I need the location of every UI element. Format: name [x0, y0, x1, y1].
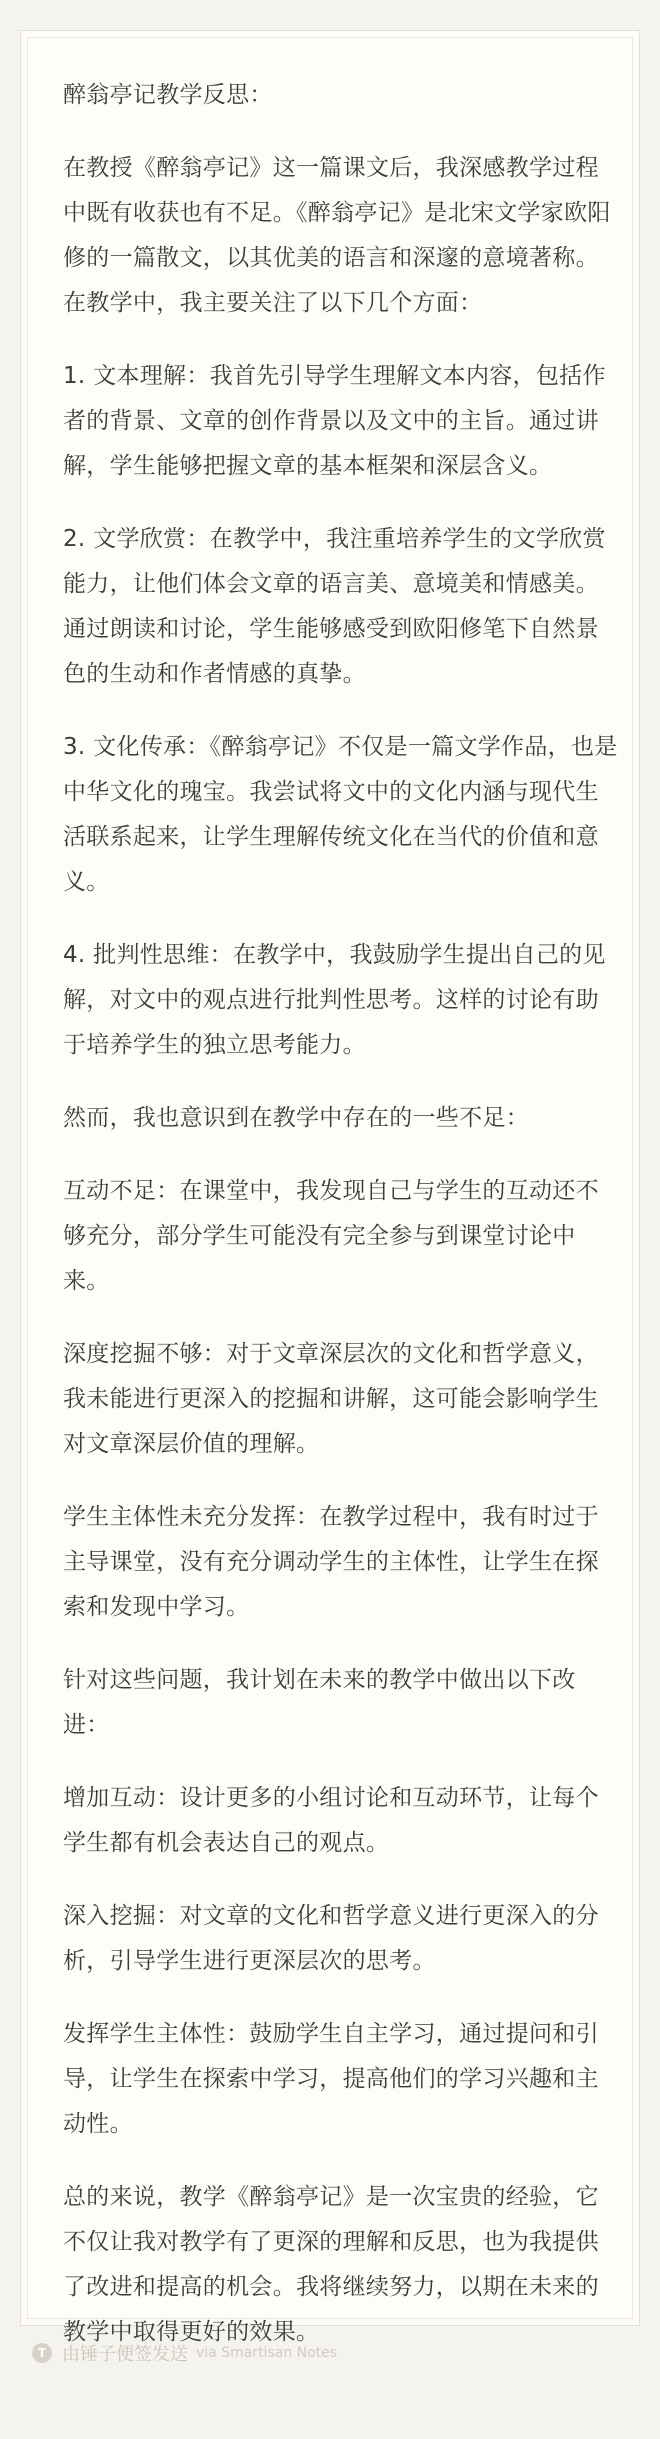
note-title: 醉翁亭记教学反思：	[63, 82, 273, 108]
note-paragraph-shortcoming-3: 学生主体性未充分发挥：在教学过程中，我有时过于主导课堂，没有充分调动学生的主体性，让学生在探索和发现中学习。	[63, 1504, 599, 1620]
note-paragraph-point-3: 3. 文化传承：《醉翁亭记》不仅是一篇文学作品，也是中华文化的瑰宝。我尝试将文中的文化内涵与现代生活联系起来，让学生理解传统文化在当代的价值和意义。	[63, 734, 618, 895]
note-paragraph-point-2: 2. 文学欣赏：在教学中，我注重培养学生的文学欣赏能力，让他们体会文章的语言美、意境美和情感美。通过朗读和讨论，学生能够感受到欧阳修笔下自然景色的生动和作者情感的真挚。	[63, 526, 606, 687]
note-paragraph-shortcomings-heading: 然而，我也意识到在教学中存在的一些不足：	[63, 1105, 529, 1131]
note-sheet	[20, 30, 640, 2345]
note-paragraph-point-4: 4. 批判性思维：在教学中，我鼓励学生提出自己的见解，对文中的观点进行批判性思考。这样的讨论有助于培养学生的独立思考能力。	[63, 942, 606, 1058]
note-paragraph-point-1: 1. 文本理解：我首先引导学生理解文本内容，包括作者的背景、文章的创作背景以及文中的主旨。通过讲解，学生能够把握文章的基本框架和深层含义。	[63, 363, 606, 479]
note-paragraph-conclusion: 总的来说，教学《醉翁亭记》是一次宝贵的经验，它不仅让我对教学有了更深的理解和反思，也为我提供了改进和提高的机会。我将继续努力，以期在未来的教学中取得更好的效果。	[63, 2184, 599, 2345]
note-body	[63, 73, 619, 2383]
note-paragraph-intro: 在教授《醉翁亭记》这一篇课文后，我深感教学过程中既有收获也有不足。《醉翁亭记》是北宋文学家欧阳修的一篇散文，以其优美的语言和深邃的意境著称。在教学中，我主要关注了以下几个方面：	[63, 155, 611, 316]
footer-subtext: via Smartisan Notes	[196, 2345, 338, 2361]
note-paragraph-improvement-3: 发挥学生主体性：鼓励学生自主学习，通过提问和引导，让学生在探索中学习，提高他们的学习兴趣和主动性。	[63, 2021, 599, 2137]
note-paragraph-improvement-2: 深入挖掘：对文章的文化和哲学意义进行更深入的分析，引导学生进行更深层次的思考。	[63, 1903, 599, 1974]
smartisan-t-icon: T	[32, 2343, 52, 2363]
note-paragraph-shortcoming-1: 互动不足：在课堂中，我发现自己与学生的互动还不够充分，部分学生可能没有完全参与到课堂讨论中来。	[63, 1178, 599, 1294]
note-paragraph-improvements-heading: 针对这些问题，我计划在未来的教学中做出以下改进：	[63, 1667, 576, 1738]
footer	[32, 2336, 337, 2370]
note-paragraph-shortcoming-2: 深度挖掘不够：对于文章深层次的文化和哲学意义，我未能进行更深入的挖掘和讲解，这可能会影响学生对文章深层价值的理解。	[63, 1341, 599, 1457]
footer-text: 由锤子便签发送	[62, 2344, 188, 2365]
note-paragraph-improvement-1: 增加互动：设计更多的小组讨论和互动环节，让每个学生都有机会表达自己的观点。	[63, 1785, 599, 1856]
